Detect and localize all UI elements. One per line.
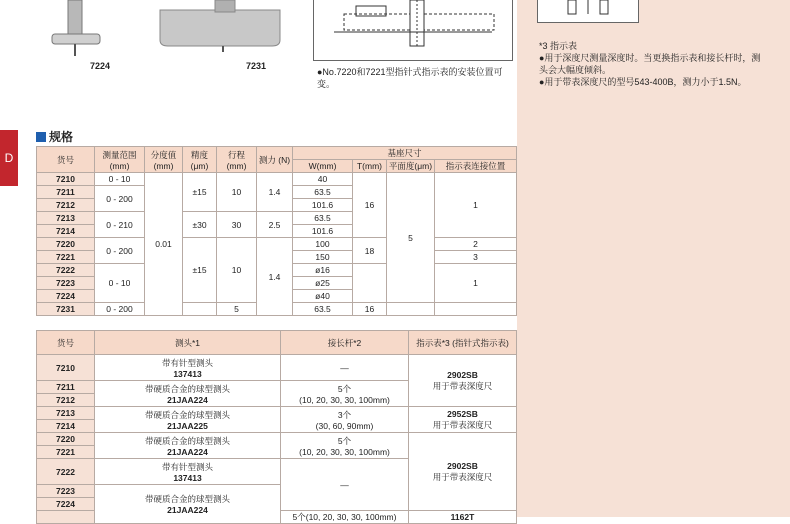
range-cell: 0 - 210 bbox=[95, 212, 145, 238]
col-t: T(mm) bbox=[353, 160, 387, 173]
probe-cell: 带硬质合金的球型测头 21JAA224 bbox=[95, 433, 281, 459]
w-cell: 101.6 bbox=[293, 199, 353, 212]
accuracy-cell bbox=[183, 303, 217, 316]
w-cell: 100 bbox=[293, 238, 353, 251]
stroke-cell: 10 bbox=[217, 173, 257, 212]
mount-diagram bbox=[313, 0, 513, 61]
rod-shape bbox=[215, 0, 235, 12]
rod-cell: 5个 (10, 20, 30, 30, 100mm) bbox=[281, 381, 409, 407]
note-bullet-2: ●用于带表深度尺的型号543-400B，测力小于1.5N。 bbox=[539, 77, 747, 87]
col-rod: 接长杆*2 bbox=[281, 331, 409, 355]
right-diagram-drawing bbox=[538, 0, 638, 22]
probe-cell: 带硬质合金的球型测头 21JAA225 bbox=[95, 407, 281, 433]
col-code: 货号 bbox=[37, 331, 95, 355]
spec-table bbox=[36, 146, 517, 316]
caption-7224: 7224 bbox=[90, 61, 111, 71]
table-row-code: 7223 bbox=[37, 485, 95, 498]
table-row-code: 7221 bbox=[37, 446, 95, 459]
col-stroke: 行程 (mm) bbox=[217, 147, 257, 173]
section-heading bbox=[36, 128, 73, 145]
base-shape bbox=[52, 34, 100, 44]
col-range: 测量范围 (mm) bbox=[95, 147, 145, 173]
accuracy-cell: ±15 bbox=[183, 173, 217, 212]
table-row-code: 7214 bbox=[37, 225, 95, 238]
w-cell: 63.5 bbox=[293, 303, 353, 316]
pos-cell: 1 bbox=[435, 173, 517, 238]
note-title: *3 指示表 bbox=[539, 41, 578, 51]
rod-cell: — bbox=[281, 355, 409, 381]
col-grad: 分度值 (mm) bbox=[145, 147, 183, 173]
table-row-code: 7222 bbox=[37, 264, 95, 277]
mount-note: ●No.7220和7221型指针式指示表的安装位置可变。 bbox=[317, 67, 503, 89]
col-code: 货号 bbox=[37, 147, 95, 173]
w-cell: ø16 bbox=[293, 264, 353, 277]
indicator-cell: 1162T bbox=[409, 511, 517, 524]
flat-cell: 5 bbox=[387, 173, 435, 303]
accuracy-cell: ±15 bbox=[183, 238, 217, 303]
w-cell: 63.5 bbox=[293, 212, 353, 225]
col-force: 测力 (N) bbox=[257, 147, 293, 173]
table-row-code: 7214 bbox=[37, 420, 95, 433]
table-row-code: 7231 bbox=[37, 303, 95, 316]
table-row-code: 7210 bbox=[37, 355, 95, 381]
col-probe: 测头*1 bbox=[95, 331, 281, 355]
rod-cell: 5个 (10, 20, 30, 30, 100mm) bbox=[281, 433, 409, 459]
pos-cell: 1 bbox=[435, 264, 517, 303]
range-cell: 0 - 10 bbox=[95, 264, 145, 303]
force-cell: 1.4 bbox=[257, 238, 293, 316]
probe-cell: 带硬质合金的球型测头 21JAA224 bbox=[95, 381, 281, 407]
note-bullet-1: ●用于深度尺测量深度时。当更换指示表和接长杆时，测头会大幅度倾斜。 bbox=[539, 53, 761, 75]
table-row-code: 7221 bbox=[37, 251, 95, 264]
probe-table bbox=[36, 330, 517, 524]
probe-cell: 带有针型测头 137413 bbox=[95, 459, 281, 485]
base-shape bbox=[160, 10, 280, 46]
table-row-code: 7224 bbox=[37, 498, 95, 511]
range-cell: 0 - 200 bbox=[95, 303, 145, 316]
table-row-code: 7212 bbox=[37, 394, 95, 407]
table-row-code: 7211 bbox=[37, 381, 95, 394]
table-row-code: 7211 bbox=[37, 186, 95, 199]
col-accuracy: 精度 (μm) bbox=[183, 147, 217, 173]
pos-cell bbox=[435, 303, 517, 316]
pos-cell: 3 bbox=[435, 251, 517, 264]
rod-cell: 5个(10, 20, 30, 30, 100mm) bbox=[281, 511, 409, 524]
col-pos: 指示表连接位置 bbox=[435, 160, 517, 173]
table-row-code: 7224 bbox=[37, 290, 95, 303]
w-cell: ø40 bbox=[293, 290, 353, 303]
w-cell: 150 bbox=[293, 251, 353, 264]
indicator-cell: 2902SB 用于带表深度尺 bbox=[409, 355, 517, 407]
pos-cell: 2 bbox=[435, 238, 517, 251]
product-illustrations bbox=[40, 0, 340, 60]
table-row-code: 7210 bbox=[37, 173, 95, 186]
section-tab: D bbox=[0, 130, 18, 186]
range-cell: 0 - 200 bbox=[95, 238, 145, 264]
w-cell: 101.6 bbox=[293, 225, 353, 238]
table-row-code: 7223 bbox=[37, 277, 95, 290]
table-row-code: 7220 bbox=[37, 238, 95, 251]
flat-cell bbox=[387, 303, 435, 316]
grad-cell: 0.01 bbox=[145, 173, 183, 316]
accuracy-cell: ±30 bbox=[183, 212, 217, 238]
t-cell bbox=[353, 264, 387, 303]
square-bullet-icon bbox=[36, 132, 46, 142]
indicator-cell: 2952SB 用于带表深度尺 bbox=[409, 407, 517, 433]
t-cell: 18 bbox=[353, 238, 387, 264]
force-cell: 1.4 bbox=[257, 173, 293, 212]
probe-cell: 带硬质合金的球型测头 21JAA224 bbox=[95, 485, 281, 524]
col-indicator: 指示表*3 (指针式指示表) bbox=[409, 331, 517, 355]
t-cell: 16 bbox=[353, 303, 387, 316]
w-cell: ø25 bbox=[293, 277, 353, 290]
w-cell: 63.5 bbox=[293, 186, 353, 199]
rod-shape bbox=[68, 0, 82, 36]
stroke-cell: 30 bbox=[217, 212, 257, 238]
col-base: 基座尺寸 bbox=[293, 147, 517, 160]
range-cell: 0 - 200 bbox=[95, 186, 145, 212]
section-title: 规格 bbox=[49, 130, 74, 144]
col-flat: 平面度(μm) bbox=[387, 160, 435, 173]
range-cell: 0 - 10 bbox=[95, 173, 145, 186]
t-cell: 16 bbox=[353, 173, 387, 238]
indicator-cell: 2902SB 用于带表深度尺 bbox=[409, 433, 517, 511]
force-cell: 2.5 bbox=[257, 212, 293, 238]
stroke-cell: 10 bbox=[217, 238, 257, 303]
right-diagram bbox=[537, 0, 639, 23]
table-row-code bbox=[37, 511, 95, 524]
probe-cell: 带有针型测头 137413 bbox=[95, 355, 281, 381]
table-row-code: 7212 bbox=[37, 199, 95, 212]
table-row-code: 7213 bbox=[37, 407, 95, 420]
table-row-code: 7222 bbox=[37, 459, 95, 485]
caption-7231: 7231 bbox=[246, 61, 267, 71]
w-cell: 40 bbox=[293, 173, 353, 186]
table-row-code: 7213 bbox=[37, 212, 95, 225]
rod-cell: 3个 (30, 60, 90mm) bbox=[281, 407, 409, 433]
stroke-cell: 5 bbox=[217, 303, 257, 316]
rod-cell: — bbox=[281, 459, 409, 511]
mount-diagram-drawing bbox=[314, 0, 512, 60]
col-w: W(mm) bbox=[293, 160, 353, 173]
table-row-code: 7220 bbox=[37, 433, 95, 446]
